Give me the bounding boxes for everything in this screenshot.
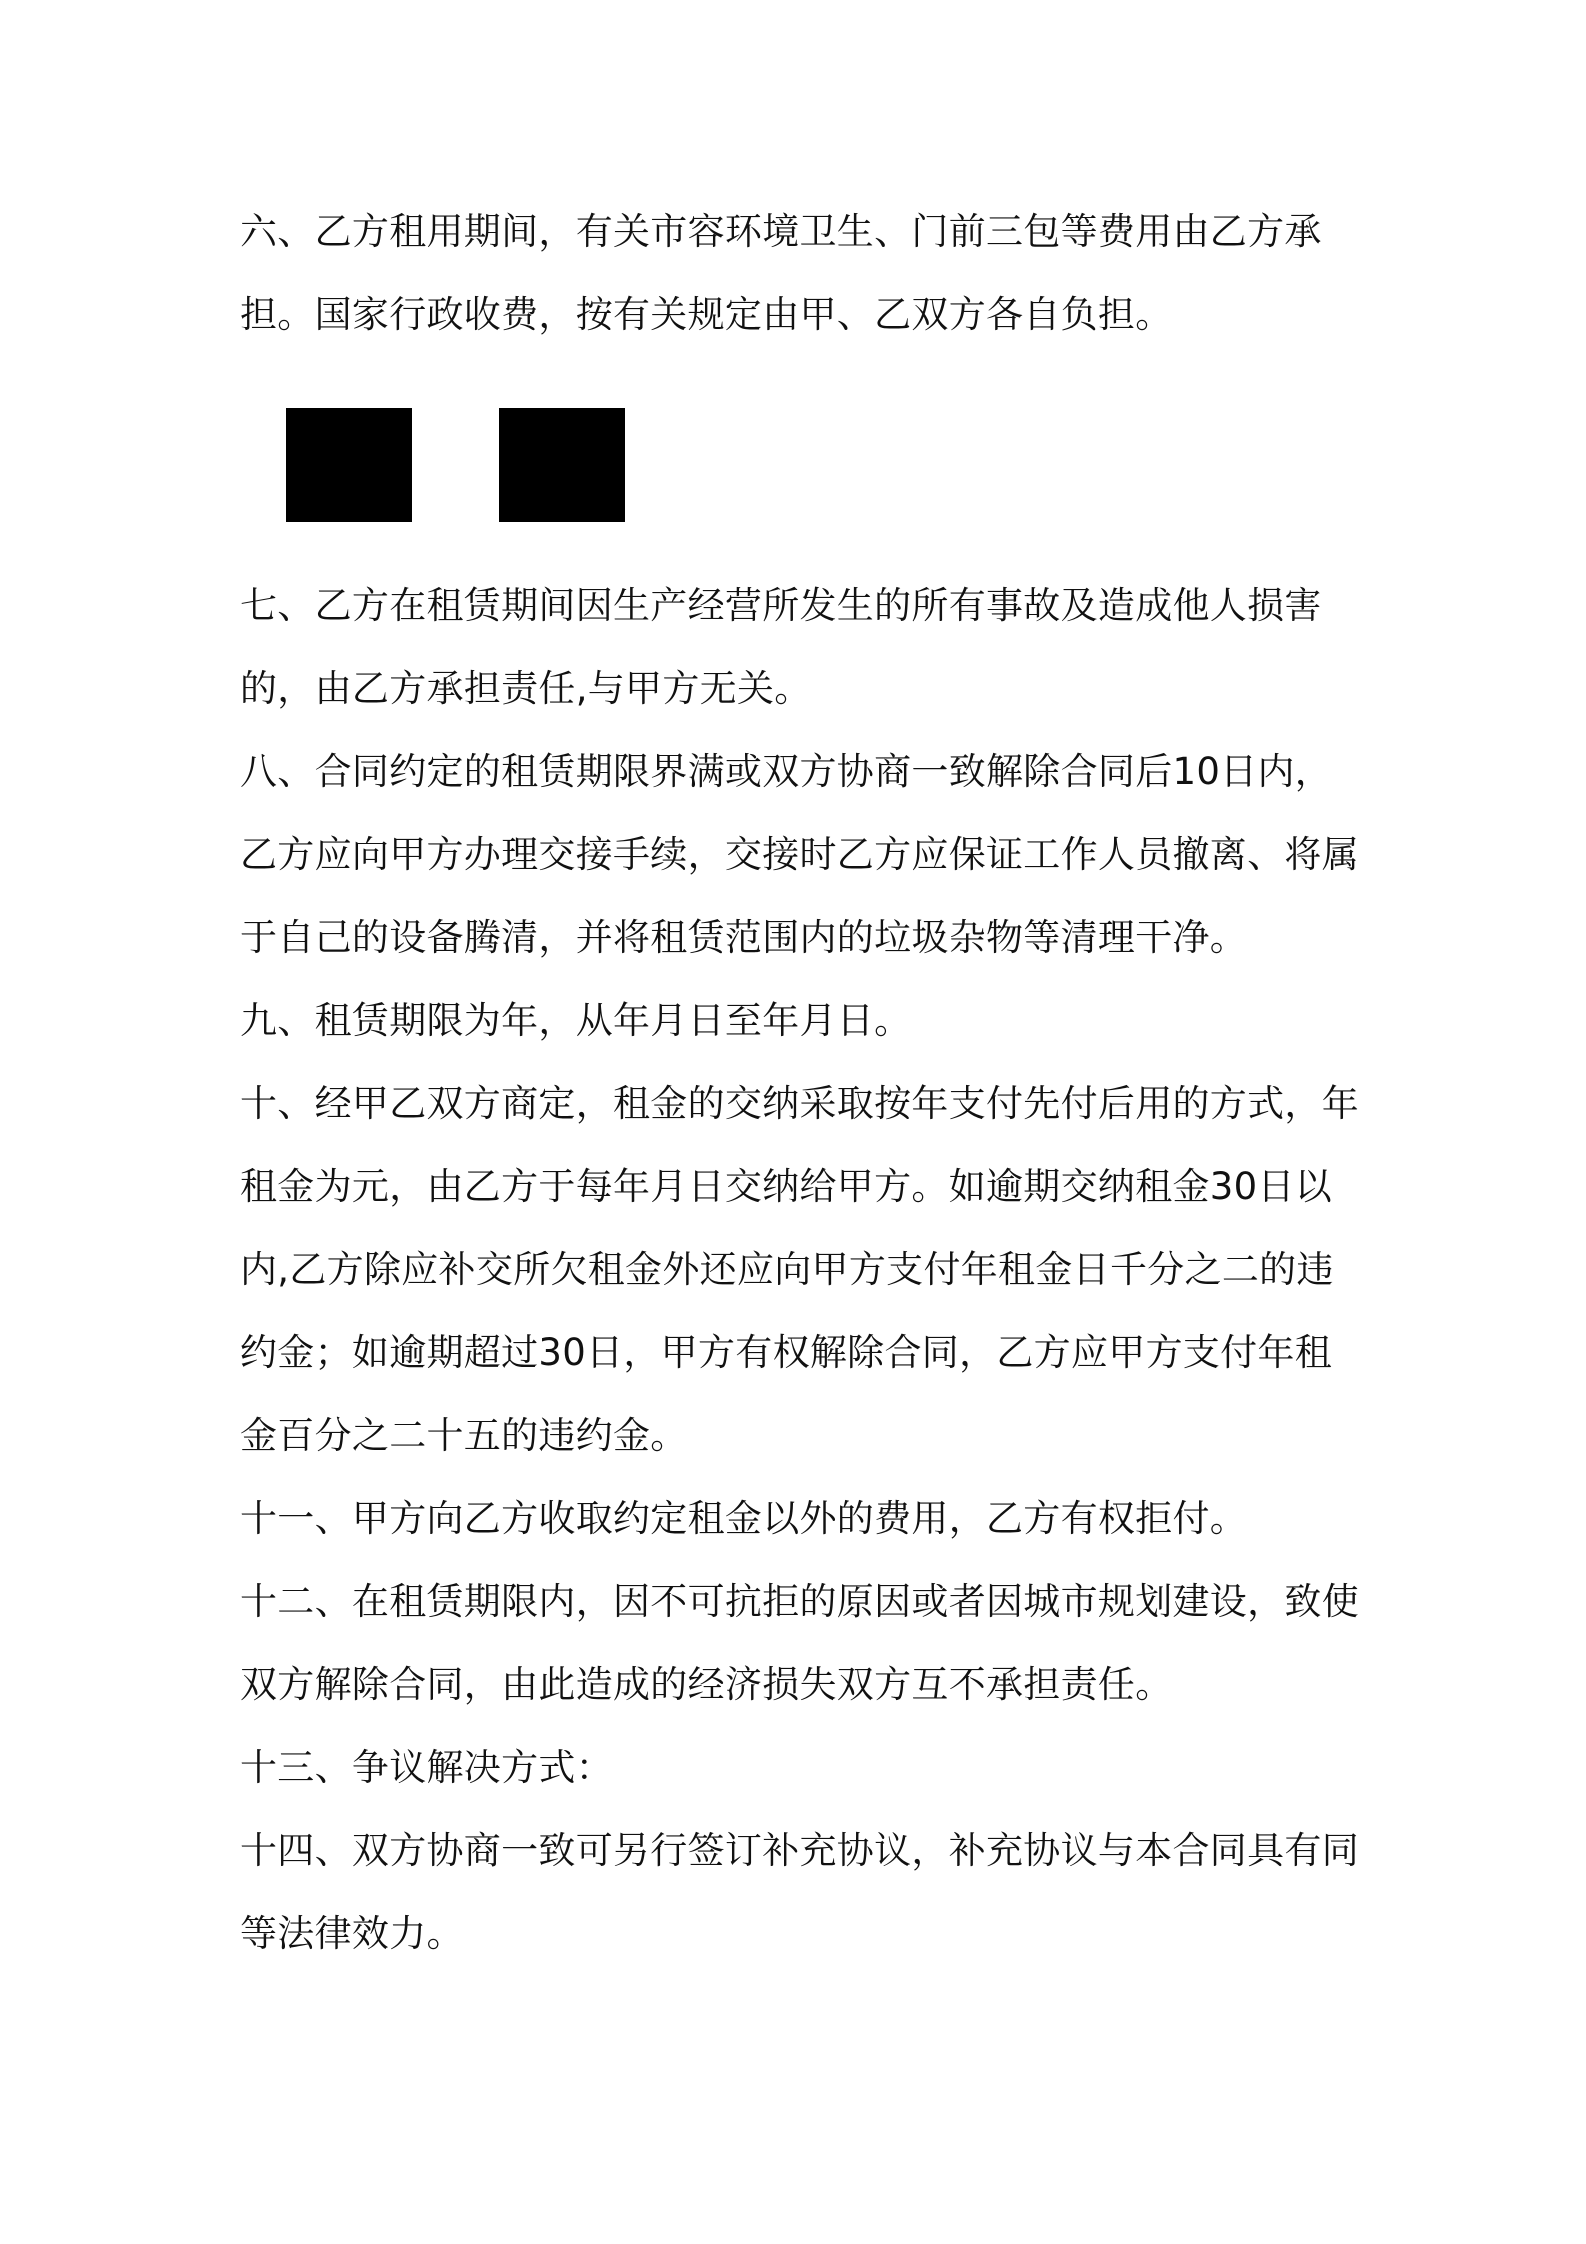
redaction-block-left: [286, 408, 412, 522]
clause-6: 六、乙方租用期间，有关市容环境卫生、门前三包等费用由乙方承担。国家行政收费，按有关规定由甲、乙双方各自负担。: [240, 210, 1322, 336]
redaction-block-right: [499, 408, 625, 522]
clause-10: 十、经甲乙双方商定，租金的交纳采取按年支付先付后用的方式，年租金为元，由乙方于每年月日交纳给甲方。如逾期交纳租金30日以内,乙方除应补交所欠租金外还应向甲方支付年租金日千分之二的违约金；如逾期超过30日，甲方有权解除合同，乙方应甲方支付年租金百分之二十五的违约金。: [240, 1082, 1359, 1457]
clause-14: 十四、双方协商一致可另行签订补充协议，补充协议与本合同具有同等法律效力。: [240, 1829, 1359, 1955]
clause-12: 十二、在租赁期限内，因不可抗拒的原因或者因城市规划建设，致使双方解除合同，由此造成的经济损失双方互不承担责任。: [240, 1580, 1359, 1706]
clause-9: 九、租赁期限为年，从年月日至年月日。: [240, 999, 912, 1042]
clause-11: 十一、甲方向乙方收取约定租金以外的费用，乙方有权拒付。: [240, 1497, 1248, 1540]
clause-7: 七、乙方在租赁期间因生产经营所发生的所有事故及造成他人损害的，由乙方承担责任,与甲方无关。: [240, 584, 1322, 710]
clause-8: 八、合同约定的租赁期限界满或双方协商一致解除合同后10日内，乙方应向甲方办理交接手续，交接时乙方应保证工作人员撤离、将属于自己的设备腾清，并将租赁范围内的垃圾杂物等清理干净。: [240, 750, 1359, 959]
clause-13: 十三、争议解决方式：: [240, 1746, 613, 1789]
